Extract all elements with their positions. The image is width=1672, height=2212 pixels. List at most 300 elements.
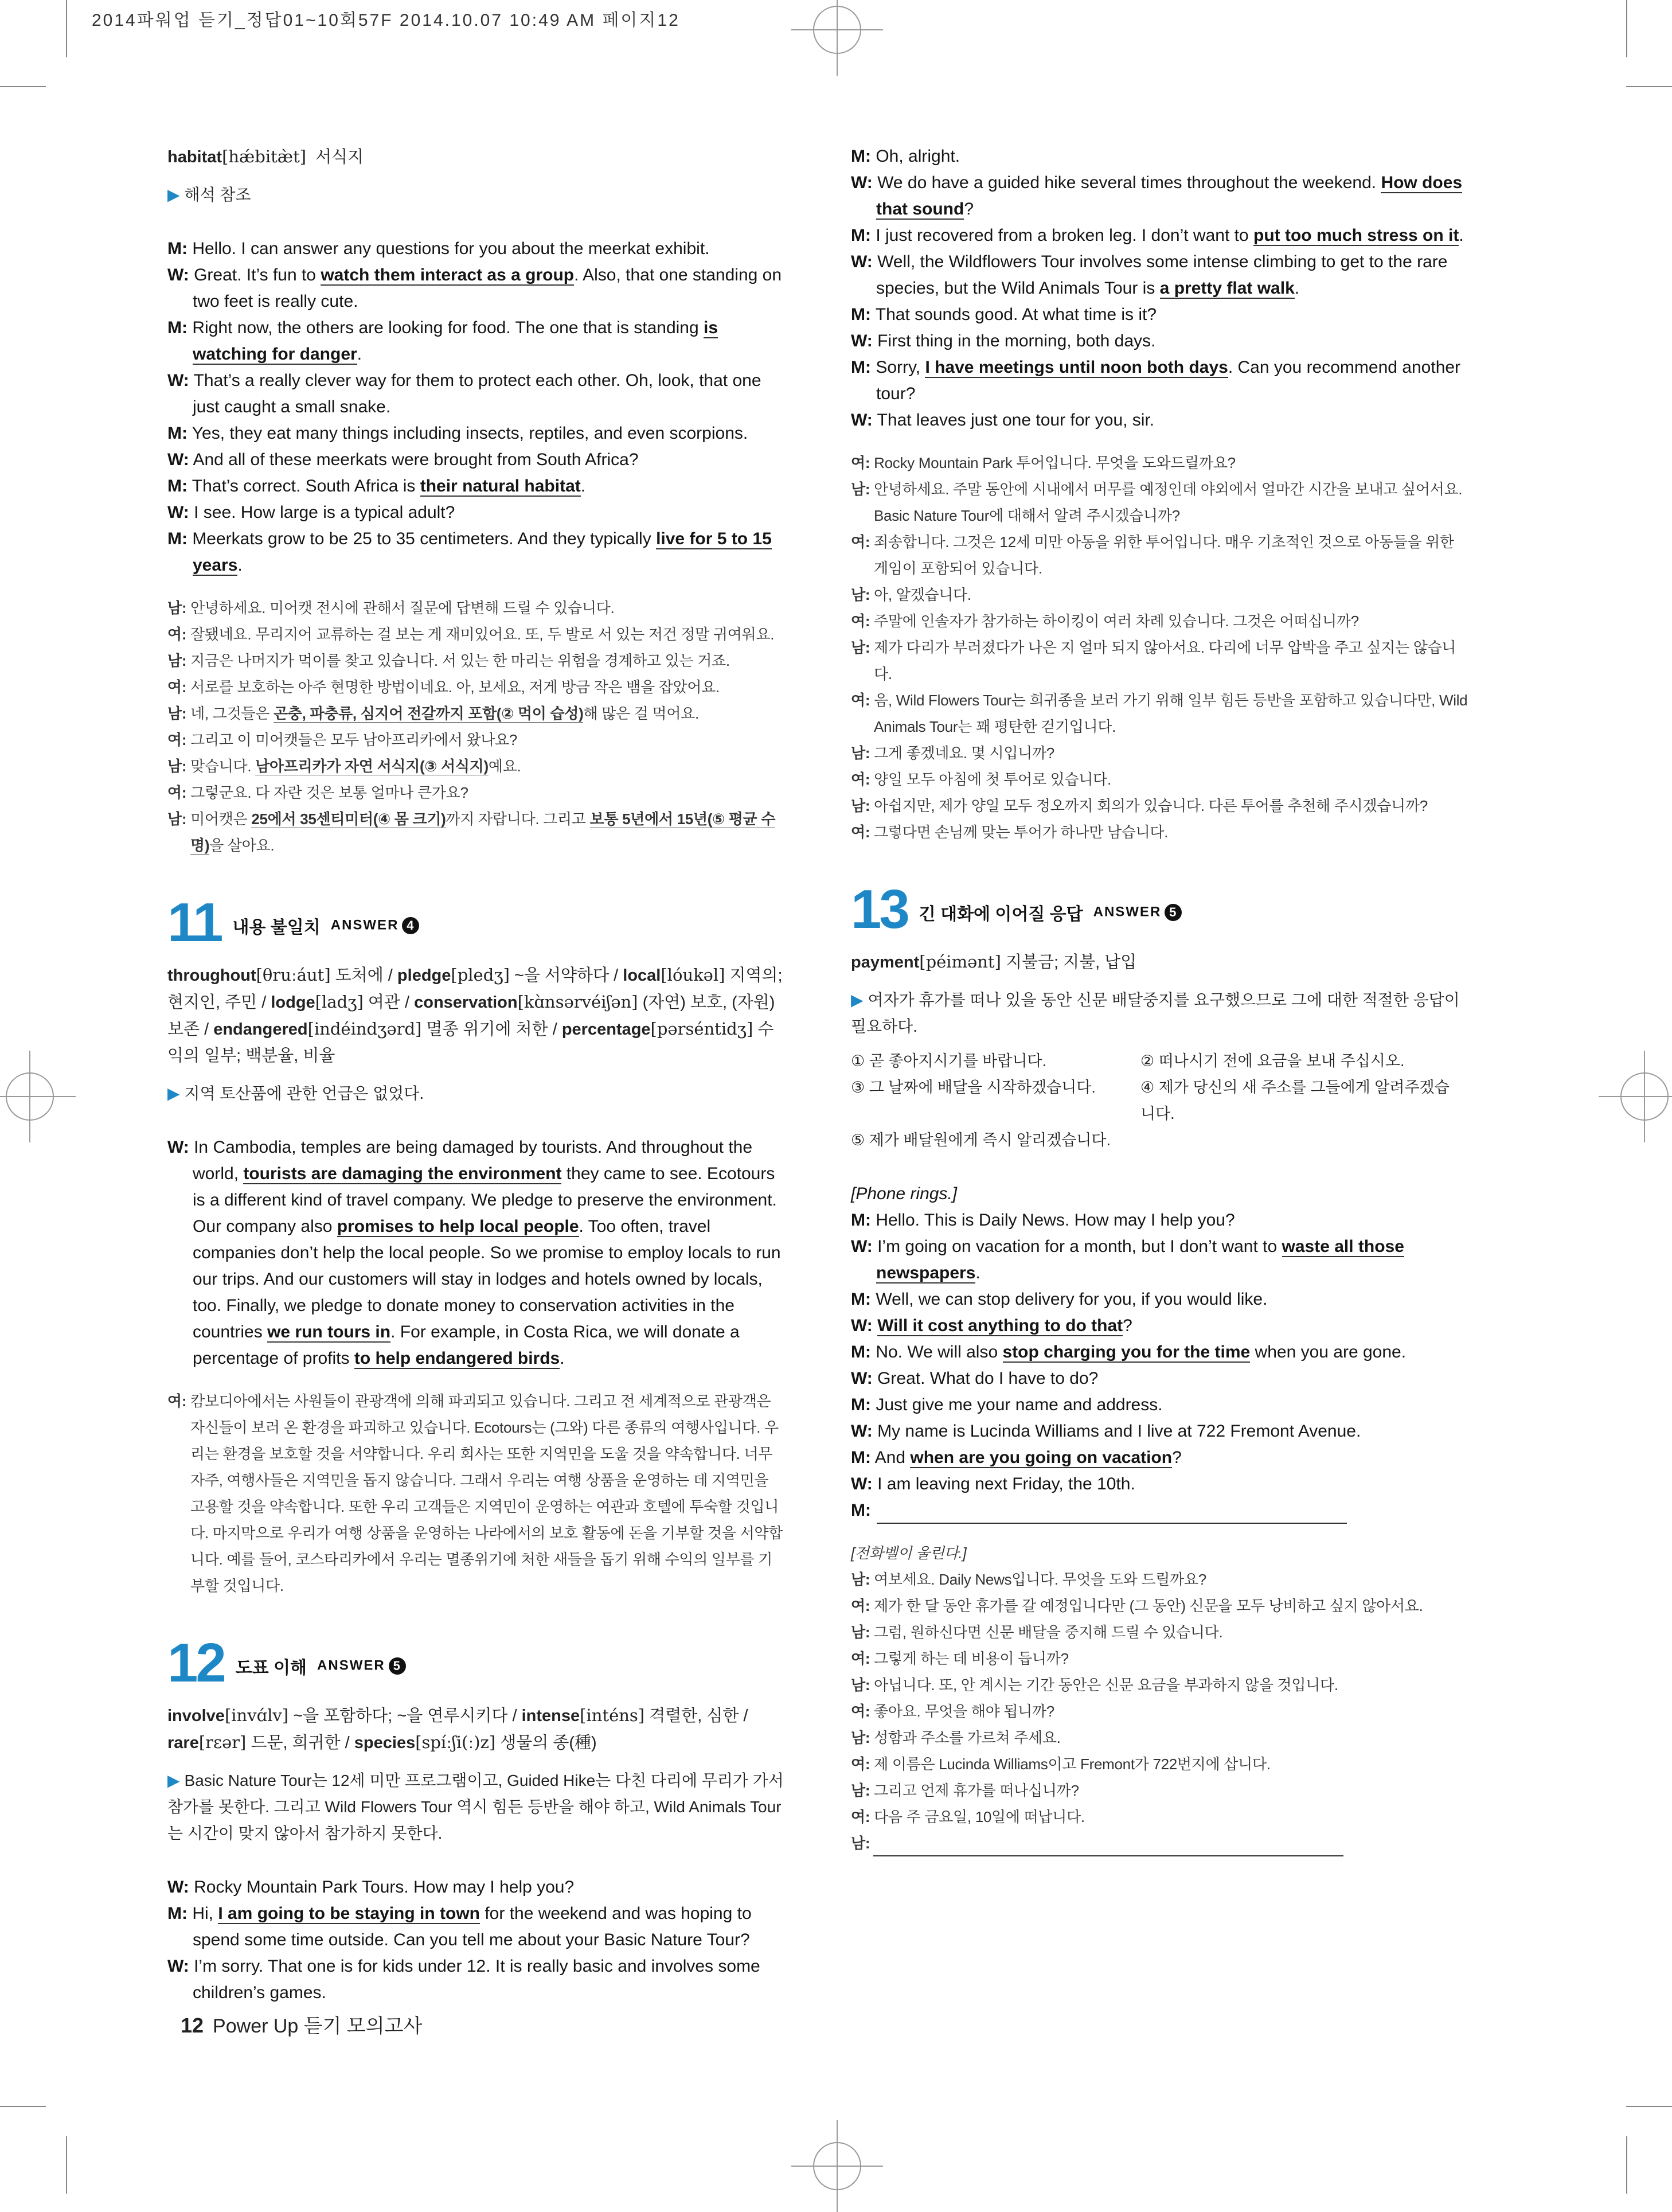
s10-translation: [167, 595, 784, 859]
print-header: 2014파워업 듣기_정답01~10회57F 2014.10.07 10:49 AM 페이지12: [92, 11, 680, 30]
line-text: 해 많은 걸 먹어요.: [583, 705, 699, 722]
dialogue-line: [851, 1698, 1470, 1725]
vocab-word: payment: [851, 953, 920, 972]
line-text: Great. What do I have to do?: [872, 1369, 1099, 1388]
speaker-label: M:: [851, 1343, 871, 1361]
line-text: That’s correct. South Africa is: [187, 477, 420, 496]
vocab-meaning: 도처에: [335, 966, 384, 985]
dialogue-line: [851, 1392, 1470, 1418]
line-text: 잘됐네요. 무리지어 교류하는 걸 보는 게 재미있어요. 또, 두 발로 서 있는 저건 정말 귀여워요.: [186, 626, 775, 643]
speaker-label: 여:: [851, 1808, 870, 1825]
dialogue-line: [167, 447, 784, 473]
line-text: 맞습니다.: [186, 758, 256, 775]
dialogue-line: [851, 1725, 1470, 1751]
line-text: 좋아요. 무엇을 해야 됩니까?: [870, 1703, 1054, 1720]
dialogue-line: [851, 1366, 1470, 1392]
line-text: Meerkats grow to be 25 to 35 centimeters. And they typically: [187, 529, 657, 548]
left-column: [167, 143, 784, 2006]
dialogue-line: [851, 1619, 1470, 1645]
line-text: I see. How large is a typical adult?: [189, 503, 455, 522]
dialogue-line: [851, 1471, 1470, 1497]
dialogue-line: [167, 700, 784, 727]
s11-translation: [167, 1388, 784, 1599]
speaker-label: W:: [167, 1957, 189, 1976]
key-phrase: I am going to be staying in town: [218, 1904, 480, 1923]
speaker-label: M:: [167, 239, 187, 258]
line-text: . Too often, travel companies don’t help the local people. So we promise to employ locals to run our trips. And our customers will stay in lodges and hotels owned by locals, too. Finally, we pledge to donate money to conservation activities in the countries: [193, 1217, 781, 1341]
speaker-label: W:: [851, 1474, 873, 1493]
speaker-label: 남:: [167, 599, 187, 617]
dialogue-line: [851, 328, 1470, 354]
dialogue-line: [167, 727, 784, 753]
line-text: 그렇다면 손님께 맞는 투어가 하나만 남습니다.: [870, 824, 1169, 841]
vocab-pron: [inténs]: [580, 1706, 645, 1725]
vocab-pron: [ladʒ]: [315, 992, 364, 1012]
key-phrase: when are you going on vacation: [910, 1448, 1173, 1467]
s13-stage-direction: [Phone rings.]: [851, 1184, 958, 1203]
dialogue-line: [851, 407, 1470, 434]
key-phrase: their natural habitat: [420, 477, 581, 496]
speaker-label: M:: [167, 318, 187, 337]
line-text: 제가 한 달 동안 휴가를 갈 예정입니다만 (그 동안) 신문을 모두 낭비하고 싶지 않아서요.: [870, 1597, 1423, 1614]
crop-mark: [66, 0, 67, 57]
vocab-pron: [invɑ́lv]: [224, 1706, 289, 1725]
s11-vocab: throughout[θruːáut] 도처에 / pledge[pledʒ] ~을 서약하다 / local[lóukəl] 지역의; 현지인, 주민 / lodge[ladʒ] 여관 / conservation[kɑ̀nsərvéiʃən] (자연) 보호, (자원) 보존 / endangered[indéindʒərd] 멸종 위기에 처한 / percentage[pərséntidʒ] 수익의 일부; 백분율, 비율: [167, 965, 783, 1065]
line-text: Right now, the others are looking for food. The one that is standing: [187, 318, 704, 337]
dialogue-line: [851, 1672, 1470, 1698]
key-phrase: tourists are damaging the environment: [243, 1164, 562, 1183]
speaker-label: 남:: [851, 481, 870, 498]
speaker-label: W:: [851, 411, 873, 430]
vocab-meaning: ~을 서약하다: [514, 966, 610, 985]
speaker-label: W:: [167, 1878, 189, 1897]
vocab-meaning: 격렬한, 심한: [649, 1707, 739, 1725]
speaker-label: 남:: [851, 1676, 870, 1694]
vocab-word: lodge: [271, 993, 315, 1012]
speaker-label: W:: [167, 1138, 189, 1157]
dialogue-line: [851, 1234, 1470, 1286]
line-text: ?: [1172, 1448, 1182, 1467]
line-text: We do have a guided hike several times throughout the weekend.: [872, 173, 1381, 192]
vocab-word: endangered: [213, 1020, 308, 1039]
s10-dialogue: [167, 236, 784, 579]
dialogue-line: [167, 236, 784, 262]
option: ④ 제가 당신의 새 주소를 그들에게 알려주겠습니다.: [1140, 1079, 1450, 1122]
speaker-label: M:: [851, 305, 871, 324]
dialogue-line: [851, 1593, 1470, 1619]
dialogue-line: [851, 143, 1470, 170]
line-text: .: [560, 1349, 565, 1368]
line-text: 그렇게 하는 데 비용이 듭니까?: [870, 1650, 1069, 1667]
right-column: [851, 143, 1470, 1856]
speaker-label: 남:: [851, 1571, 870, 1588]
dialogue-line: [851, 740, 1470, 766]
line-text: 을 살아요.: [209, 837, 275, 854]
vocab-word: involve: [167, 1707, 225, 1725]
s13-heading: 13 긴 대화에 이어질 응답 ANSWER 5: [851, 882, 1470, 937]
key-phrase: promises to help local people: [337, 1217, 579, 1236]
line-text: 그럼, 원하신다면 신문 배달을 중지해 드릴 수 있습니다.: [870, 1624, 1223, 1641]
s10-note: ▶ 해석 참조: [167, 186, 251, 204]
line-text: 주말에 인솔자가 참가하는 하이킹이 여러 차례 있습니다. 그것은 어떠십니까?: [870, 613, 1359, 630]
speaker-label: W:: [167, 371, 189, 390]
dialogue-line: [851, 170, 1470, 223]
option: ③ 그 날짜에 배달을 시작하겠습니다.: [851, 1079, 1096, 1096]
option: ② 떠나시기 전에 요금을 보내 주십시오.: [1140, 1052, 1405, 1070]
vocab-word: throughout: [167, 966, 256, 985]
speaker-label: 여:: [851, 613, 870, 630]
line-text: 여보세요. Daily News입니다. 무엇을 도와 드릴까요?: [870, 1571, 1206, 1588]
speaker-label: M:: [851, 147, 871, 166]
dialogue-line: [851, 1645, 1470, 1672]
dialogue-line: [167, 674, 784, 700]
dialogue-line: [851, 608, 1470, 634]
line-text: ?: [1123, 1316, 1132, 1335]
line-text: .: [237, 556, 243, 575]
s12-heading: 12 도표 이해 ANSWER 5: [167, 1636, 784, 1691]
vocab-pron: [spíːʃi(ː)z]: [415, 1733, 496, 1752]
line-text: Hello. This is Daily News. How may I help you?: [870, 1211, 1235, 1230]
line-text: 아, 알겠습니다.: [870, 586, 971, 603]
speaker-label: W:: [851, 1316, 873, 1335]
dialogue-line: [851, 1207, 1470, 1234]
dialogue-line: [167, 806, 784, 859]
line-text: 서로를 보호하는 아주 현명한 방법이네요. 아, 보세요, 저게 방금 작은 뱀을 잡았어요.: [186, 678, 720, 696]
vocab-pron: [indéindʒərd]: [307, 1019, 422, 1039]
line-text: 지금은 나머지가 먹이를 찾고 있습니다. 서 있는 한 마리는 위험을 경계하고 있는 거죠.: [186, 652, 730, 669]
s13-kor-blank: 남:: [851, 1830, 1470, 1856]
speaker-label: 남:: [851, 1729, 870, 1746]
s11-note: ▶ 지역 토산품에 관한 언급은 없었다.: [167, 1084, 424, 1102]
speaker-label: M:: [851, 358, 871, 377]
line-text: .: [580, 477, 586, 496]
speaker-label: M:: [851, 226, 871, 245]
line-text: ?: [964, 200, 974, 219]
key-phrase: Will it cost anything to do that: [877, 1316, 1123, 1335]
dialogue-line: [851, 687, 1470, 740]
key-phrase: 보통 5년에서 15년(⑤ 평균 수명): [190, 810, 776, 854]
line-text: 다음 주 금요일, 10일에 떠납니다.: [870, 1808, 1085, 1825]
key-phrase: watch them interact as a group: [321, 266, 575, 284]
vocab-meaning: 여관: [368, 993, 400, 1012]
speaker-label: 여:: [851, 1703, 870, 1720]
speaker-label: M:: [167, 477, 187, 496]
line-text: Hello. I can answer any questions for you about the meerkat exhibit.: [187, 239, 710, 258]
key-phrase: 25에서 35센티미터(④ 몸 크기): [251, 810, 446, 828]
s13-dialogue: [851, 1207, 1470, 1497]
line-text: Just give me your name and address.: [870, 1395, 1163, 1414]
speaker-label: 여:: [167, 678, 187, 696]
speaker-label: M:: [851, 1448, 871, 1467]
vocab-pron: [θruːáut]: [256, 965, 331, 985]
key-phrase: How does that sound: [876, 173, 1463, 219]
speaker-label: W:: [167, 503, 189, 522]
line-text: they came to see. Ecotours is a different kind of travel company. We pledge to preserve the environment. Our company also: [193, 1164, 777, 1236]
speaker-label: 여:: [167, 731, 187, 748]
line-text: .: [357, 345, 362, 364]
line-text: 아쉽지만, 제가 양일 모두 정오까지 회의가 있습니다. 다른 투어를 추천해 주시겠습니까?: [870, 797, 1428, 814]
speaker-label: 남:: [167, 705, 187, 722]
line-text: 안녕하세요. 주말 동안에 시내에서 머무를 예정인데 야외에서 얼마간 시간을 보내고 싶어서요. Basic Nature Tour에 대해서 알려 주시겠습니까?: [870, 481, 1463, 524]
line-text: . For example, in Costa Rica, we will donate a percentage of profits: [193, 1322, 740, 1368]
line-text: 미어캣은: [186, 810, 252, 828]
line-text: And all of these meerkats were brought from South Africa?: [189, 450, 639, 469]
line-text: 음, Wild Flowers Tour는 희귀종을 보러 가기 위해 일부 힘든 등반을 포함하고 있습니다만, Wild Animals Tour는 꽤 평탄한 걷기입니다.: [870, 692, 1468, 735]
dialogue-line: [851, 1777, 1470, 1804]
line-text: . Also, that one standing on two feet is really cute.: [193, 266, 782, 311]
speaker-label: M:: [851, 1290, 871, 1309]
vocab-meaning: (자연) 보호, (자원) 보존: [167, 993, 775, 1039]
vocab-pron: [lóukəl]: [661, 965, 725, 985]
vocab-word: local: [623, 966, 661, 985]
dialogue-line: [851, 634, 1470, 687]
dialogue-line: [851, 766, 1470, 793]
registration-mark: [6, 1072, 54, 1121]
vocab-word: rare: [167, 1734, 199, 1752]
speaker-label: 남:: [851, 639, 870, 656]
line-text: 캄보디아에서는 사원들이 관광객에 의해 파괴되고 있습니다. 그리고 전 세계적으로 관광객은 자신들이 보러 온 환경을 파괴하고 있습니다. Ecotours는 (그와) 다른 종류의 여행사입니다. 우리는 환경을 보호할 것을 서약합니다. 우리 회사는 또한 지역민을 도울 것을 약속합니다. 너무 자주, 여행사들은 지역민을 돕지 않습니다. 그래서 우리는 여행 상품을 운영하는 데 지역민을 고용할 것을 약속합니다. 또한 우리 고객들은 지역민이 운영하는 여관과 호텔에 투숙할 것입니다. 마지막으로 우리가 여행 상품을 운영하는 나라에서의 보호 활동에 돈을 기부할 것을 서약합니다. 예를 들어, 코스타리카에서 우리는 멸종위기에 처한 새들을 돕기 위해 수익의 일부를 기부할 것입니다.: [186, 1392, 783, 1594]
vocab-word: intense: [521, 1707, 580, 1725]
crop-mark: [0, 2106, 46, 2107]
key-phrase: live for 5 to 15 years: [193, 529, 772, 575]
speaker-label: 여:: [851, 454, 870, 471]
s11-heading: 11 내용 불일치 ANSWER 4: [167, 895, 784, 950]
speaker-label: W:: [851, 1237, 873, 1256]
dialogue-line: [851, 529, 1470, 582]
dialogue-line: [851, 302, 1470, 328]
key-phrase: waste all those newspapers: [876, 1237, 1404, 1282]
s12-dialogue-part2: [851, 143, 1470, 434]
line-text: 예요.: [488, 758, 521, 775]
line-text: 그리고 이 미어캣들은 모두 남아프리카에서 왔나요?: [186, 731, 518, 748]
key-phrase: put too much stress on it: [1253, 226, 1459, 245]
s13-note: ▶ 여자가 휴가를 떠나 있을 동안 신문 배달중지를 요구했으므로 그에 대한 적절한 응답이 필요하다.: [851, 991, 1460, 1035]
speaker-label: 남:: [167, 652, 187, 669]
line-text: Well, we can stop delivery for you, if you would like.: [870, 1290, 1268, 1309]
line-text: And: [870, 1448, 911, 1467]
line-text: Oh, alright.: [870, 147, 960, 166]
dialogue-line: [167, 368, 784, 420]
dialogue-line: [851, 1445, 1470, 1471]
speaker-label: W:: [851, 1369, 873, 1388]
speaker-label: 남:: [851, 1782, 870, 1799]
speaker-label: 남:: [167, 758, 187, 775]
vocab-meaning: 드문, 희귀한: [251, 1734, 341, 1752]
speaker-label: W:: [851, 331, 873, 350]
line-text: 안녕하세요. 미어캣 전시에 관해서 질문에 답변해 드릴 수 있습니다.: [186, 599, 615, 617]
line-text: That sounds good. At what time is it?: [870, 305, 1157, 324]
dialogue-line: [851, 249, 1470, 302]
dialogue-line: [851, 1286, 1470, 1313]
crop-mark: [1626, 2106, 1672, 2107]
line-text: 제가 다리가 부러졌다가 나은 지 얼마 되지 않아서요. 다리에 너무 압박을 주고 싶지는 않습니다.: [870, 639, 1456, 682]
key-phrase: to help endangered birds: [354, 1349, 560, 1368]
vocab-meaning: 생물의 종(種): [500, 1734, 597, 1752]
dialogue-line: [851, 1418, 1470, 1445]
dialogue-line: [167, 1874, 784, 1901]
line-text: Yes, they eat many things including insects, reptiles, and even scorpions.: [187, 424, 748, 443]
dialogue-line: [851, 1751, 1470, 1777]
dialogue-line: [167, 621, 784, 647]
speaker-label: 남:: [167, 810, 187, 828]
speaker-label: M:: [851, 1211, 871, 1230]
speaker-label: W:: [851, 252, 873, 271]
dialogue-line: [851, 793, 1470, 819]
line-text: First thing in the morning, both days.: [872, 331, 1156, 350]
vocab-word: species: [354, 1734, 416, 1752]
line-text: Rocky Mountain Park Tours. How may I help you?: [189, 1878, 575, 1897]
speaker-label: 남:: [851, 797, 870, 814]
vocab-pron: [péimənt]: [919, 952, 1001, 972]
speaker-label: 여:: [851, 533, 870, 551]
dialogue-line: [167, 500, 784, 526]
speaker-label: W:: [167, 450, 189, 469]
vocab-pron: [pərséntidʒ]: [650, 1019, 753, 1039]
line-text: .: [1459, 226, 1464, 245]
dialogue-line: [167, 1388, 784, 1599]
line-text: No. We will also: [870, 1343, 1003, 1361]
s10-vocab: habitat[hǽbitæ̀t] 서식지: [167, 147, 364, 166]
speaker-label: 여:: [851, 1597, 870, 1614]
line-text: In Cambodia, temples are being damaged by tourists. And throughout the world,: [189, 1138, 753, 1183]
dialogue-line: [167, 473, 784, 500]
line-text: 그렇군요. 다 자란 것은 보통 얼마나 큰가요?: [186, 784, 468, 801]
crop-mark: [1626, 86, 1672, 87]
vocab-meaning: 멸종 위기에 처한: [426, 1020, 548, 1039]
s13-translation: [851, 1566, 1470, 1830]
s13-options: [851, 1048, 1470, 1153]
speaker-label: 여:: [851, 1650, 870, 1667]
speaker-label: 남:: [851, 1624, 870, 1641]
dialogue-line: [167, 647, 784, 674]
dialogue-line: [167, 1953, 784, 2006]
vocab-pron: [pledʒ]: [451, 965, 510, 985]
speaker-label: 여:: [167, 626, 187, 643]
key-phrase: I have meetings until noon both days: [925, 358, 1228, 377]
line-text: Sorry,: [870, 358, 925, 377]
dialogue-line: [851, 819, 1470, 845]
key-phrase: a pretty flat walk: [1159, 279, 1295, 298]
dialogue-line: [851, 582, 1470, 608]
dialogue-line: [167, 595, 784, 621]
crop-mark: [1626, 0, 1627, 57]
vocab-meaning: 지불금; 지불, 납입: [1005, 953, 1137, 972]
page-footer: 12 Power Up 듣기 모의고사: [181, 2014, 423, 2037]
dialogue-line: [851, 450, 1470, 476]
dialogue-line: [851, 223, 1470, 249]
line-text: I just recovered from a broken leg. I don’t want to: [870, 226, 1253, 245]
dialogue-line: [167, 420, 784, 447]
s13-vocab: [851, 949, 1470, 976]
registration-mark: [1620, 1072, 1669, 1121]
dialogue-line: [851, 476, 1470, 529]
registration-mark: [813, 6, 861, 54]
vocab-pron: [rɛər]: [198, 1733, 247, 1752]
line-text: .: [975, 1263, 980, 1282]
dialogue-line: [167, 526, 784, 579]
crop-mark: [0, 86, 46, 87]
s12-translation: [851, 450, 1470, 845]
line-text: Great. It’s fun to: [189, 266, 321, 284]
crop-mark: [1626, 2136, 1627, 2194]
line-text: when you are gone.: [1250, 1343, 1407, 1361]
speaker-label: M:: [167, 1904, 187, 1923]
speaker-label: 여:: [851, 771, 870, 788]
line-text: I’m sorry. That one is for kids under 12. It is really basic and involves some children’s games.: [189, 1957, 760, 2002]
line-text: 까지 자랍니다. 그리고: [446, 810, 590, 828]
line-text: I am leaving next Friday, the 10th.: [872, 1474, 1135, 1493]
dialogue-line: [851, 1566, 1470, 1593]
line-text: 아닙니다. 또, 안 계시는 기간 동안은 신문 요금을 부과하지 않을 것입니다.: [870, 1676, 1338, 1694]
line-text: Well, the Wildflowers Tour involves some intense climbing to get to the rare species, but the Wild Animals Tour is: [872, 252, 1448, 298]
line-text: I’m going on vacation for a month, but I don’t want to: [872, 1237, 1282, 1256]
line-text: Hi,: [187, 1904, 218, 1923]
vocab-meaning: 수익의 일부; 백분율, 비율: [167, 1020, 774, 1065]
vocab-pron: [kɑ̀nsərvéiʃən]: [517, 992, 638, 1012]
speaker-label: 여:: [851, 1755, 870, 1773]
dialogue-line: [851, 354, 1470, 407]
key-phrase: 남아프리카가 자연 서식지(③ 서식지): [255, 758, 489, 775]
line-text: 그리고 언제 휴가를 떠나십니까?: [870, 1782, 1079, 1799]
line-text: .: [1294, 279, 1300, 298]
line-text: That leaves just one tour for you, sir.: [872, 411, 1155, 430]
line-text: for the weekend and was hoping to spend some time outside. Can you tell me about your Basic Nature Tour?: [193, 1904, 752, 1949]
key-phrase: 곤충, 파충류, 심지어 전갈까지 포함(② 먹이 습성): [273, 705, 584, 722]
line-text: 성함과 주소를 가르쳐 주세요.: [870, 1729, 1061, 1746]
option: ① 곧 좋아지시기를 바랍니다.: [851, 1052, 1047, 1070]
speaker-label: 여:: [851, 824, 870, 841]
speaker-label: 남:: [851, 586, 870, 603]
speaker-label: 남:: [851, 744, 870, 762]
line-text: My name is Lucinda Williams and I live at 722 Fremont Avenue.: [872, 1422, 1361, 1441]
key-phrase: is watching for danger: [193, 318, 718, 364]
dialogue-line: [167, 753, 784, 779]
s13-answer-blank: M:: [851, 1497, 1470, 1524]
speaker-label: W:: [851, 1422, 873, 1441]
line-text: . Can you recommend another tour?: [876, 358, 1461, 403]
dialogue-line: [851, 1339, 1470, 1366]
dialogue-line: [167, 262, 784, 315]
line-text: Rocky Mountain Park 투어입니다. 무엇을 도와드릴까요?: [870, 454, 1236, 471]
s12-vocab: involve[invɑ́lv] ~을 포함하다; ~을 연루시키다 / intense[inténs] 격렬한, 심한 / rare[rɛər] 드문, 희귀한 / species[spíːʃi(ː)z] 생물의 종(種): [167, 1706, 748, 1752]
key-phrase: stop charging you for the time: [1002, 1343, 1251, 1361]
dialogue-line: [167, 779, 784, 806]
vocab-meaning: 지역의; 현지인, 주민: [167, 966, 783, 1012]
speaker-label: M:: [167, 529, 187, 548]
dialogue-line: [167, 1901, 784, 1953]
speaker-label: M:: [167, 424, 187, 443]
dialogue-line: [167, 1134, 784, 1372]
speaker-label: 여:: [851, 692, 870, 709]
dialogue-line: [851, 1804, 1470, 1830]
crop-mark: [66, 2136, 67, 2194]
line-text: 제 이름은 Lucinda Williams이고 Fremont가 722번지에 삽니다.: [870, 1755, 1271, 1773]
line-text: That’s a really clever way for them to protect each other. Oh, look, that one just caught a small snake.: [189, 371, 761, 416]
line-text: [873, 1316, 877, 1335]
dialogue-line: [851, 1313, 1470, 1339]
speaker-label: W:: [167, 266, 189, 284]
speaker-label: M:: [851, 1395, 871, 1414]
s12-dialogue-part1: [167, 1874, 784, 2006]
s12-note: ▶ Basic Nature Tour는 12세 미만 프로그램이고, Guided Hike는 다친 다리에 무리가 가서 참가를 못한다. 그리고 Wild Flowers Tour 역시 힘든 등반을 해야 하고, Wild Animals Tour는 시간이 맞지 않아서 참가하지 못한다.: [167, 1772, 784, 1842]
line-text: 죄송합니다. 그것은 12세 미만 아동을 위한 투어입니다. 매우 기초적인 것으로 아동들을 위한 게임이 포함되어 있습니다.: [870, 533, 1454, 577]
line-text: 네, 그것들은: [186, 705, 274, 722]
speaker-label: W:: [851, 173, 873, 192]
s11-script: [167, 1134, 784, 1372]
vocab-meaning: ~을 포함하다; ~을 연루시키다: [293, 1707, 508, 1725]
registration-mark: [813, 2142, 861, 2190]
vocab-word: conservation: [414, 993, 518, 1012]
